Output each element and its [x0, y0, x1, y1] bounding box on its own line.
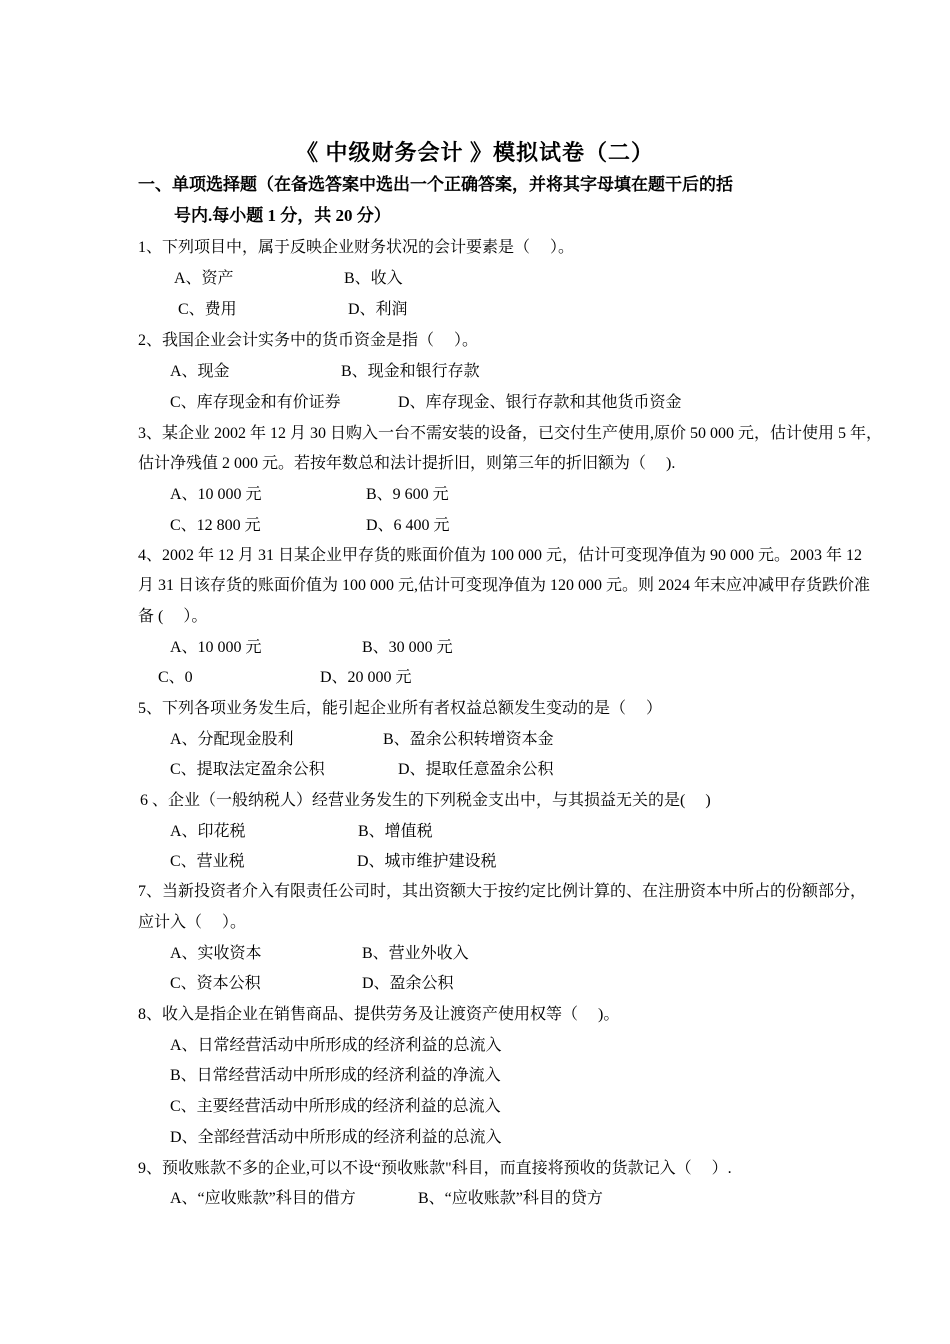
question-4-stem-line-2: 月 31 日该存货的账面价值为 100 000 元,估计可变现净值为 120 000 元。则 2024 年末应冲减甲存货跌价准: [138, 577, 871, 594]
question-3-option-c: C、12 800 元: [170, 517, 261, 534]
question-9-option-a: A、“应收账款”科目的借方: [170, 1190, 356, 1207]
question-3-option-b: B、9 600 元: [366, 486, 449, 503]
question-7-stem-line-1: 7、当新投资者介入有限责任公司时，其出资额大于按约定比例计算的、在注册资本中所占的份额部分，: [138, 883, 867, 900]
question-1-option-a: A、资产: [174, 270, 234, 287]
question-4-stem-line-1: 4、2002 年 12 月 31 日某企业甲存货的账面价值为 100 000 元，估计可变现净值为 90 000 元。2003 年 12: [138, 547, 863, 564]
question-5-option-a: A、分配现金股利: [170, 731, 294, 748]
question-2-stem: 2、我国企业会计实务中的货币资金是指（ ）。: [138, 332, 479, 349]
question-6-stem: 6 、企业（一般纳税人）经营业务发生的下列税金支出中，与其损益无关的是( ): [140, 792, 711, 809]
question-6-option-d: D、城市维护建设税: [357, 853, 497, 870]
question-5-option-b: B、盈余公积转增资本金: [383, 731, 554, 748]
question-8-option-c: C、主要经营活动中所形成的经济利益的总流入: [170, 1098, 501, 1115]
question-8-option-b: B、日常经营活动中所形成的经济利益的净流入: [170, 1067, 501, 1084]
question-9-option-b: B、“应收账款”科目的贷方: [418, 1190, 603, 1207]
question-6-option-c: C、营业税: [170, 853, 245, 870]
section-heading-line-1: 一、单项选择题（在备选答案中选出一个正确答案，并将其字母填在题干后的括: [138, 175, 733, 194]
question-4-option-d: D、20 000 元: [320, 669, 412, 686]
question-7-option-c: C、资本公积: [170, 975, 261, 992]
question-2-option-c: C、库存现金和有价证券: [170, 394, 341, 411]
question-2-option-b: B、现金和银行存款: [341, 363, 480, 380]
question-4-option-c: C、0: [158, 669, 193, 686]
question-4-stem-line-3: 备 ( ）。: [138, 608, 208, 625]
question-1-option-b: B、收入: [344, 270, 403, 287]
question-3-stem-line-2: 估计净残值 2 000 元。若按年数总和法计提折旧，则第三年的折旧额为（ ).: [138, 455, 676, 472]
question-3-option-a: A、10 000 元: [170, 486, 262, 503]
question-9-stem: 9、预收账款不多的企业,可以不设“预收账款"科目，而直接将预收的货款记入（ ）.: [138, 1160, 732, 1177]
question-4-option-b: B、30 000 元: [362, 639, 453, 656]
question-5-option-d: D、提取任意盈余公积: [398, 761, 554, 778]
question-8-option-a: A、日常经营活动中所形成的经济利益的总流入: [170, 1037, 502, 1054]
section-heading-line-2: 号内.每小题 1 分，共 20 分）: [174, 206, 391, 225]
question-7-option-b: B、营业外收入: [362, 945, 469, 962]
question-6-option-b: B、增值税: [358, 823, 433, 840]
question-2-option-d: D、库存现金、银行存款和其他货币资金: [398, 394, 682, 411]
question-6-option-a: A、印花税: [170, 823, 246, 840]
question-7-stem-line-2: 应计入（ ）。: [138, 914, 247, 931]
question-2-option-a: A、现金: [170, 363, 230, 380]
question-3-stem-line-1: 3、某企业 2002 年 12 月 30 日购入一台不需安装的设备，已交付生产使用,原价 50 000 元，估计使用 5 年，: [138, 425, 883, 442]
question-5-stem: 5、下列各项业务发生后，能引起企业所有者权益总额发生变动的是（ ）: [138, 700, 663, 717]
question-8-stem: 8、收入是指企业在销售商品、提供劳务及让渡资产使用权等（ )。: [138, 1006, 620, 1023]
question-1-stem: 1、下列项目中，属于反映企业财务状况的会计要素是（ ）。: [138, 239, 575, 256]
question-4-option-a: A、10 000 元: [170, 639, 262, 656]
question-5-option-c: C、提取法定盈余公积: [170, 761, 325, 778]
question-1-option-c: C、费用: [178, 301, 237, 318]
question-7-option-a: A、实收资本: [170, 945, 262, 962]
question-1-option-d: D、利润: [348, 301, 408, 318]
question-8-option-d: D、全部经营活动中所形成的经济利益的总流入: [170, 1129, 502, 1146]
page-title: 《 中级财务会计 》模拟试卷（二）: [295, 140, 654, 165]
question-3-option-d: D、6 400 元: [366, 517, 450, 534]
question-7-option-d: D、盈余公积: [362, 975, 454, 992]
